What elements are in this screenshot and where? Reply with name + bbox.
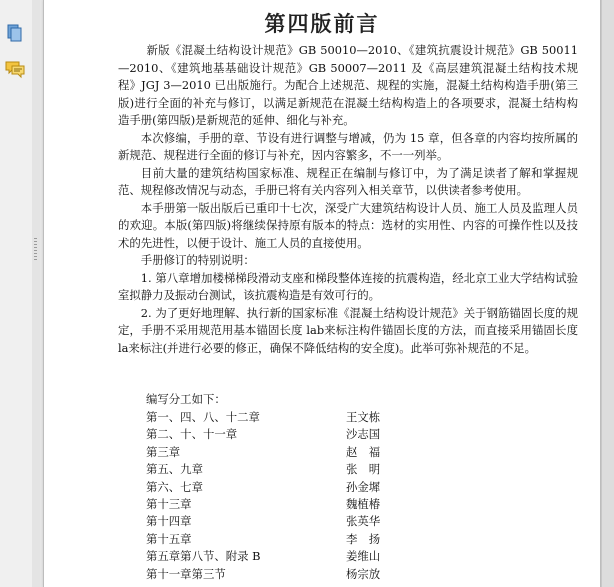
page-title: 第四版前言 (264, 12, 380, 36)
paragraph: 新版《混凝土结构设计规范》GB 50010—2010、《建筑抗震设计规范》GB 50011—2010、《建筑地基基础设计规范》GB 50007—2011 及《高层建筑混凝土结构技术规程》JGJ 3—2010 已出版施行。为配合上述规范、规程的实施，混凝土结构构造手册(第三版)进行全面的补充与修订，以满足新规范在混凝土结构构造上的各项要求，混凝土结构构造手册(第四版)是新规范的延伸、细化与补充。 (118, 43, 578, 127)
assignment-chapters: 第十一章第三节 (146, 566, 226, 581)
assignment-row (146, 496, 526, 513)
assignment-author: 王文栋 (346, 410, 381, 424)
assignment-author: 杨宗放 (346, 566, 381, 581)
assignment-author: 赵 福 (346, 444, 381, 459)
assignment-list (146, 409, 526, 583)
assignment-row (146, 461, 526, 478)
assignment-row (146, 566, 526, 583)
assignment-row (146, 513, 526, 530)
assignment-chapters: 第十三章 (146, 496, 192, 511)
assignment-row (146, 426, 526, 443)
navigation-sidebar (0, 0, 33, 587)
paragraph: 手册修订的特别说明： (140, 253, 255, 267)
assignment-author: 孙金墀 (346, 479, 381, 494)
paragraph: 目前大量的建筑结构国家标准、规程正在编制与修订中，为了满足读者了解和掌握规范、规程修改情况与动态，手册已将有关内容列入相关章节，以供读者参考使用。 (118, 165, 578, 197)
assignment-chapters: 第十四章 (146, 514, 192, 529)
assignment-chapters: 第六、七章 (146, 479, 203, 494)
paragraph: 1. 第八章增加楼梯梯段滑动支座和梯段整体连接的抗震构造，经北京工业大学结构试验室拟静力及振动台测试，该抗震构造是有效可行的。 (118, 270, 578, 302)
paragraph: 2. 为了更好地理解、执行新的国家标准《混凝土结构设计规范》关于钢筋锚固长度的规定，手册不采用规范用基本锚固长度 lab来标注构件锚固长度的方法，而直接采用锚固长度 la来标注(并进行必要的修正，确保不降低结构的安全度)。此举可弥补规范的不足。 (118, 305, 578, 355)
assignment-chapters: 第五、九章 (146, 462, 203, 477)
assignment-author: 姜维山 (346, 549, 381, 564)
assignment-author: 张 明 (346, 462, 381, 477)
assignment-row (146, 444, 526, 461)
document-page (43, 0, 601, 587)
assignment-chapters: 第二、十、十一章 (146, 427, 238, 442)
assignment-title: 编写分工如下： (146, 392, 226, 406)
panel-splitter[interactable] (32, 0, 40, 587)
assignment-author: 魏植椿 (346, 496, 381, 511)
paragraph: 本次修编，手册的章、节设有进行调整与增减，仍为 15 章，但各章的内容均按所属的新规范、规程进行全面的修订与补充，因内容繁多，不一一列举。 (118, 130, 578, 162)
assignment-chapters: 第三章 (146, 444, 181, 459)
document-viewer (40, 0, 614, 587)
pages-panel-icon[interactable] (4, 22, 26, 44)
assignment-author: 李 扬 (346, 531, 381, 546)
assignment-row (146, 531, 526, 548)
assignment-chapters: 第五章第八节、附录 B (146, 549, 261, 564)
assignment-chapters: 第十五章 (146, 531, 192, 546)
comments-panel-icon[interactable] (4, 58, 26, 80)
assignment-chapters: 第一、四、八、十二章 (146, 410, 260, 424)
assignment-author: 沙志国 (346, 427, 381, 442)
body-text (118, 42, 578, 357)
assignment-author: 张英华 (346, 514, 381, 529)
paragraph: 本手册第一版出版后已重印十七次，深受广大建筑结构设计人员、施工人员及监理人员的欢迎。本版(第四版)将继续保持原有版本的特点：选材的实用性、内容的可操作性以及技术的先进性，以便于设计、施工人员的直接使用。 (118, 200, 578, 250)
splitter-grip[interactable] (34, 238, 37, 262)
vertical-scrollbar[interactable] (601, 0, 614, 587)
assignment-row (146, 548, 526, 565)
assignment-row (146, 479, 526, 496)
assignment-row (146, 409, 526, 426)
